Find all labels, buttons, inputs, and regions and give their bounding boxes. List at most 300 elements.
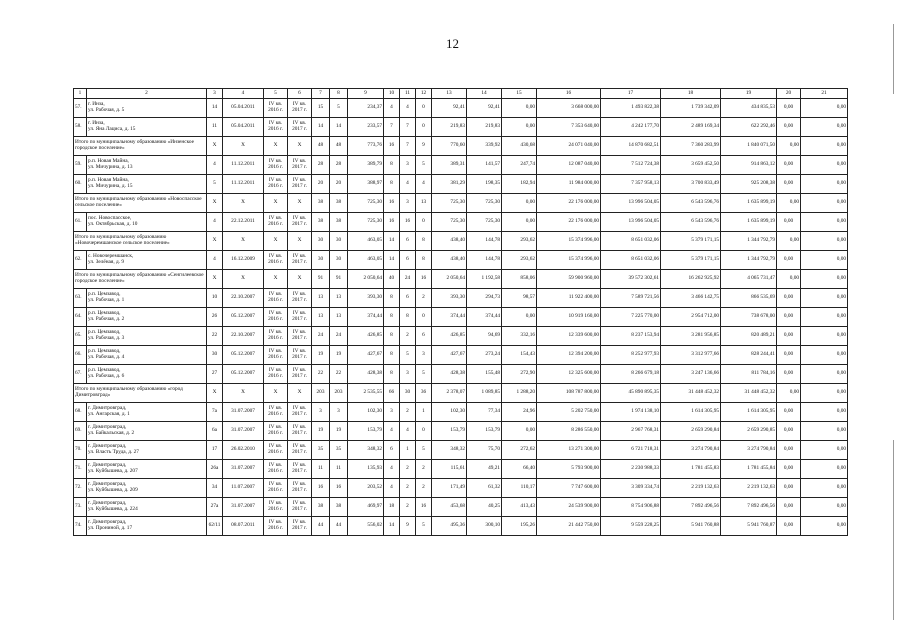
subtotal-label-cell: Итого по муниципальному образованию «Инзенское городское поселение» — [74, 137, 207, 156]
table-cell: 495,36 — [432, 517, 467, 536]
table-cell: 1 493 822,38 — [601, 99, 661, 118]
table-cell: 48 — [330, 137, 348, 156]
table-cell: 0,00 — [777, 232, 801, 251]
table-cell: 7 892 496,56 — [721, 498, 777, 517]
table-cell: 63. — [74, 289, 87, 308]
table-row — [74, 289, 848, 308]
column-number-cell: 7 — [312, 89, 330, 99]
table-cell: 0,00 — [502, 213, 537, 232]
table-cell: 0,00 — [777, 251, 801, 270]
table-cell: 108 787 800,00 — [537, 384, 601, 403]
column-number-cell: 21 — [801, 89, 848, 99]
table-cell: 30 — [330, 232, 348, 251]
table-cell: X — [288, 232, 312, 251]
address-cell: пос. Новоспасское, ул. Октябрьская, д. 10 — [87, 213, 207, 232]
table-cell: 22 — [312, 365, 330, 384]
table-cell: 6 — [400, 289, 416, 308]
table-cell: 1 089,85 — [467, 384, 502, 403]
column-number-cell: 19 — [721, 89, 777, 99]
table-cell: 427,67 — [432, 346, 467, 365]
table-cell: 26а — [207, 460, 223, 479]
table-cell: 38 — [330, 194, 348, 213]
subtotal-label-cell: Итого по муниципальному образованию «Сенгилеевское городское поселение» — [74, 270, 207, 289]
table-cell: 19 — [312, 422, 330, 441]
table-cell: 24 539 900,00 — [537, 498, 601, 517]
table-cell: 3 274 790,84 — [721, 441, 777, 460]
column-number-cell: 2 — [87, 89, 207, 99]
table-cell: 92,41 — [467, 99, 502, 118]
table-cell: 0,00 — [801, 213, 848, 232]
address-cell: р.п. Новая Майна, ул. Мичурина, д. 13 — [87, 156, 207, 175]
table-cell: 2 489 169,34 — [661, 118, 721, 137]
table-cell: 0,00 — [801, 118, 848, 137]
table-cell: X — [264, 270, 288, 289]
table-cell: 34 — [207, 479, 223, 498]
table-cell: IV кв. 2016 г. — [264, 498, 288, 517]
table-row — [74, 422, 848, 441]
table-cell: 8 — [384, 327, 400, 346]
table-cell: 2 — [400, 460, 416, 479]
table-cell: 8 286 550,00 — [537, 422, 601, 441]
table-cell: 219,83 — [432, 118, 467, 137]
table-cell: IV кв. 2017 г. — [288, 346, 312, 365]
table-cell: 0,00 — [777, 327, 801, 346]
table-cell: 2 — [416, 460, 432, 479]
table-cell: 7 — [400, 118, 416, 137]
table-cell: 22 176 000,00 — [537, 213, 601, 232]
table-cell: 0,00 — [801, 327, 848, 346]
table-cell: 14 — [384, 232, 400, 251]
address-cell: г. Димитровград, ул. Куйбышева, д. 224 — [87, 498, 207, 517]
table-cell: 8 — [416, 251, 432, 270]
table-cell: X — [264, 232, 288, 251]
table-cell: 1 739 342,09 — [661, 99, 721, 118]
table-cell: 38 — [330, 498, 348, 517]
address-cell: р.п. Новая Майна, ул. Мичурина, д. 15 — [87, 175, 207, 194]
table-cell: 45 890 895,35 — [601, 384, 661, 403]
table-cell: 110,17 — [502, 479, 537, 498]
table-cell: 40,25 — [467, 498, 502, 517]
table-cell: 22.12.2011 — [223, 213, 264, 232]
table-cell: IV кв. 2017 г. — [288, 517, 312, 536]
table-cell: 725,30 — [467, 213, 502, 232]
table-row — [74, 441, 848, 460]
table-cell: 135,93 — [348, 460, 384, 479]
table-cell: 102,30 — [348, 403, 384, 422]
table-cell: 3 281 956,85 — [661, 327, 721, 346]
table-cell: 0 — [416, 118, 432, 137]
table-cell: IV кв. 2016 г. — [264, 403, 288, 422]
table-cell: 3 700 833,49 — [661, 175, 721, 194]
table-cell: 144,78 — [467, 232, 502, 251]
table-cell: 27 — [207, 365, 223, 384]
table-cell: 374,44 — [432, 308, 467, 327]
table-row — [74, 346, 848, 365]
table-cell: 3 — [312, 403, 330, 422]
table-cell: 19 — [312, 346, 330, 365]
subtotal-label-cell: Итого по муниципальному образованию «Новочеремшанское сельское поселение» — [74, 232, 207, 251]
table-cell: 6 543 596,76 — [661, 194, 721, 213]
table-cell: 26 — [207, 308, 223, 327]
table-cell: 05.12.2007 — [223, 308, 264, 327]
table-cell: 4 065 731,47 — [721, 270, 777, 289]
table-cell: 393,30 — [348, 289, 384, 308]
table-cell: 348,32 — [348, 441, 384, 460]
table-cell: 74. — [74, 517, 87, 536]
table-cell: 91 — [330, 270, 348, 289]
table-cell: 0,00 — [801, 289, 848, 308]
table-cell: 339,92 — [467, 137, 502, 156]
table-cell: 5 793 900,00 — [537, 460, 601, 479]
table-cell: IV кв. 2017 г. — [288, 422, 312, 441]
table-cell: 4 — [207, 251, 223, 270]
table-cell: 36 — [416, 384, 432, 403]
table-cell: 0,00 — [801, 384, 848, 403]
table-cell: 5 — [330, 99, 348, 118]
table-cell: 272,62 — [502, 441, 537, 460]
table-cell: X — [207, 137, 223, 156]
table-cell: 20 — [330, 175, 348, 194]
table-cell: 3 — [384, 403, 400, 422]
table-cell: 92,41 — [432, 99, 467, 118]
table-row — [74, 498, 848, 517]
table-cell: 6 543 596,76 — [661, 213, 721, 232]
table-cell: 3 — [400, 194, 416, 213]
table-cell: 332,16 — [502, 327, 537, 346]
table-cell: 44 — [312, 517, 330, 536]
table-cell: 6 — [400, 232, 416, 251]
table-cell: 0,00 — [777, 99, 801, 118]
table-cell: 0,00 — [777, 403, 801, 422]
table-cell: IV кв. 2017 г. — [288, 498, 312, 517]
address-cell: г. Димитровград, ул. Власть Труда, д. 27 — [87, 441, 207, 460]
table-cell: 2 — [400, 479, 416, 498]
column-number-cell: 5 — [264, 89, 288, 99]
table-cell: 2 050,64 — [348, 270, 384, 289]
table-cell: 3 466 142,75 — [661, 289, 721, 308]
table-cell: 0,00 — [777, 156, 801, 175]
table-cell: 5 — [207, 175, 223, 194]
table-cell: 0,00 — [777, 213, 801, 232]
table-cell: 4 — [384, 460, 400, 479]
table-cell: X — [207, 270, 223, 289]
subtotal-row — [74, 137, 848, 156]
table-cell: 770,60 — [432, 137, 467, 156]
table-cell: 0 — [416, 308, 432, 327]
table-cell: 434 835,53 — [721, 99, 777, 118]
table-row — [74, 175, 848, 194]
table-cell: 7 — [384, 118, 400, 137]
table-cell: 0,00 — [801, 346, 848, 365]
table-cell: 49,21 — [467, 460, 502, 479]
table-cell: 17 — [207, 441, 223, 460]
table-cell: X — [207, 384, 223, 403]
table-cell: 5 941 760,87 — [721, 517, 777, 536]
table-cell: IV кв. 2017 г. — [288, 403, 312, 422]
table-cell: 426,85 — [348, 327, 384, 346]
table-cell: 2 219 132,63 — [661, 479, 721, 498]
table-cell: 35 — [330, 441, 348, 460]
table-cell: 8 — [384, 365, 400, 384]
table-cell: 26.02.2010 — [223, 441, 264, 460]
table-cell: IV кв. 2017 г. — [288, 251, 312, 270]
housing-program-table — [73, 88, 848, 536]
table-cell: 6а — [207, 422, 223, 441]
table-cell: 61. — [74, 213, 87, 232]
table-cell: IV кв. 2016 г. — [264, 460, 288, 479]
subtotal-row — [74, 232, 848, 251]
table-cell: 0,00 — [801, 479, 848, 498]
table-cell: 59. — [74, 156, 87, 175]
table-cell: 38 — [312, 498, 330, 517]
table-cell: 30 — [400, 384, 416, 403]
table-cell: 3 309 334,74 — [601, 479, 661, 498]
table-cell: IV кв. 2016 г. — [264, 175, 288, 194]
table-cell: 1 974 138,10 — [601, 403, 661, 422]
table-cell: 9 — [416, 137, 432, 156]
housing-program-table-container — [73, 88, 847, 536]
table-cell: IV кв. 2017 г. — [288, 441, 312, 460]
table-cell: 57. — [74, 99, 87, 118]
table-cell: 1 192,58 — [467, 270, 502, 289]
table-cell: 725,30 — [348, 194, 384, 213]
table-cell: 725,30 — [467, 194, 502, 213]
table-cell: X — [223, 194, 264, 213]
table-cell: 925 208,38 — [721, 175, 777, 194]
table-cell: 2 230 988,33 — [601, 460, 661, 479]
table-cell: 1 614 305,95 — [661, 403, 721, 422]
table-row — [74, 517, 848, 536]
table-cell: 0 — [416, 99, 432, 118]
table-cell: X — [264, 194, 288, 213]
table-cell: 24,96 — [502, 403, 537, 422]
table-cell: 3 — [400, 156, 416, 175]
table-cell: 77,34 — [467, 403, 502, 422]
table-cell: IV кв. 2016 г. — [264, 251, 288, 270]
table-cell: 427,67 — [348, 346, 384, 365]
table-cell: 3 668 000,00 — [537, 99, 601, 118]
table-cell: IV кв. 2016 г. — [264, 308, 288, 327]
table-cell: 438,40 — [432, 232, 467, 251]
table-cell: 27а — [207, 498, 223, 517]
table-cell: 3 312 977,66 — [661, 346, 721, 365]
table-cell: 8 — [384, 308, 400, 327]
table-cell: 4 — [400, 99, 416, 118]
table-cell: 428,38 — [432, 365, 467, 384]
table-cell: 154,43 — [502, 346, 537, 365]
scan-edge-mark — [893, 24, 894, 94]
table-cell: 15 — [312, 99, 330, 118]
table-cell: 2 — [416, 479, 432, 498]
table-cell: 72. — [74, 479, 87, 498]
table-cell: 7 589 721,56 — [601, 289, 661, 308]
table-cell: 40 — [384, 270, 400, 289]
table-cell: 6 — [384, 441, 400, 460]
address-cell: г. Инза, ул. Рабочая, д. 5 — [87, 99, 207, 118]
table-cell: 182,94 — [502, 175, 537, 194]
table-cell: 2 050,64 — [432, 270, 467, 289]
table-cell: 11 — [207, 118, 223, 137]
table-cell: 4 — [400, 175, 416, 194]
table-cell: 8 — [400, 308, 416, 327]
table-cell: 2 535,55 — [348, 384, 384, 403]
table-cell: 12 087 040,00 — [537, 156, 601, 175]
address-cell: р.п. Цемзавод, ул. Рабочая, д. 3 — [87, 327, 207, 346]
table-cell: 11.07.2007 — [223, 479, 264, 498]
table-cell: 0,00 — [777, 498, 801, 517]
table-cell: 10 — [207, 289, 223, 308]
table-cell: 2 — [400, 327, 416, 346]
table-cell: IV кв. 2016 г. — [264, 346, 288, 365]
table-cell: 0,00 — [801, 99, 848, 118]
table-cell: 11 922 400,00 — [537, 289, 601, 308]
table-cell: 10 919 160,00 — [537, 308, 601, 327]
table-row — [74, 251, 848, 270]
table-cell: 14 — [384, 517, 400, 536]
table-row — [74, 403, 848, 422]
table-cell: 19 — [330, 422, 348, 441]
table-cell: 73. — [74, 498, 87, 517]
table-cell: 0,00 — [801, 137, 848, 156]
table-cell: 75,70 — [467, 441, 502, 460]
table-cell: 7а — [207, 403, 223, 422]
table-cell: 16 — [384, 137, 400, 156]
table-cell: 3 659 452,50 — [661, 156, 721, 175]
address-cell: г. Инза, ул. Яна Лациса, д. 15 — [87, 118, 207, 137]
table-cell: 8 252 977,93 — [601, 346, 661, 365]
table-cell: 05.04.2011 — [223, 99, 264, 118]
table-cell: 11.12.2011 — [223, 175, 264, 194]
table-cell: 14 — [330, 118, 348, 137]
table-cell: 5 — [416, 156, 432, 175]
table-cell: 13 271 300,00 — [537, 441, 601, 460]
table-cell: 66,40 — [502, 460, 537, 479]
address-cell: г. Димитровград, ул. Прониной, д. 17 — [87, 517, 207, 536]
table-cell: 31.07.2007 — [223, 498, 264, 517]
table-cell: 05.12.2007 — [223, 346, 264, 365]
column-number-cell: 11 — [400, 89, 416, 99]
table-cell: 13 — [312, 289, 330, 308]
table-cell: 463,05 — [348, 251, 384, 270]
table-cell: X — [288, 137, 312, 156]
table-cell: 0,00 — [801, 422, 848, 441]
table-cell: 773,76 — [348, 137, 384, 156]
table-cell: 0,00 — [801, 517, 848, 536]
table-cell: 22 — [330, 365, 348, 384]
table-cell: 293,62 — [502, 232, 537, 251]
table-cell: 153,79 — [432, 422, 467, 441]
table-cell: 62. — [74, 251, 87, 270]
table-cell: X — [288, 270, 312, 289]
table-cell: 19 — [330, 346, 348, 365]
table-cell: 14 870 682,51 — [601, 137, 661, 156]
table-cell: 20 — [312, 175, 330, 194]
subtotal-row — [74, 194, 848, 213]
table-cell: 348,32 — [432, 441, 467, 460]
table-cell: 0,00 — [777, 194, 801, 213]
table-cell: 0,00 — [502, 422, 537, 441]
table-cell: 30 — [330, 251, 348, 270]
table-cell: 28 — [330, 156, 348, 175]
table-cell: 8 — [384, 156, 400, 175]
table-cell: IV кв. 2017 г. — [288, 175, 312, 194]
table-cell: 4 — [384, 99, 400, 118]
table-cell: 16.12.2009 — [223, 251, 264, 270]
table-cell: 8 651 032,06 — [601, 232, 661, 251]
table-cell: 05.12.2007 — [223, 365, 264, 384]
table-cell: 13 996 504,05 — [601, 194, 661, 213]
table-cell: 68. — [74, 403, 87, 422]
table-cell: 31.07.2007 — [223, 422, 264, 441]
table-cell: 272,90 — [502, 365, 537, 384]
table-cell: 866 535,69 — [721, 289, 777, 308]
table-cell: 1 — [400, 441, 416, 460]
table-cell: 153,79 — [467, 422, 502, 441]
table-cell: 0,00 — [801, 251, 848, 270]
table-cell: 16 — [416, 498, 432, 517]
table-cell: 8 266 679,18 — [601, 365, 661, 384]
table-cell: IV кв. 2016 г. — [264, 156, 288, 175]
table-cell: 5 — [416, 441, 432, 460]
column-number-cell: 3 — [207, 89, 223, 99]
table-body — [74, 89, 848, 536]
table-cell: 38 — [312, 213, 330, 232]
table-cell: 1 288,20 — [502, 384, 537, 403]
table-cell: 4 — [207, 213, 223, 232]
table-cell: IV кв. 2017 г. — [288, 118, 312, 137]
address-cell: с. Новочеремшанск, ул. Зелёная, д. 9 — [87, 251, 207, 270]
table-cell: 98,57 — [502, 289, 537, 308]
table-cell: 6 — [400, 251, 416, 270]
table-cell: 5 — [416, 517, 432, 536]
table-cell: 0,00 — [801, 460, 848, 479]
table-cell: 0,00 — [502, 194, 537, 213]
table-cell: 2 — [400, 403, 416, 422]
table-cell: 16 — [384, 194, 400, 213]
table-cell: 811 784,16 — [721, 365, 777, 384]
table-cell: IV кв. 2016 г. — [264, 289, 288, 308]
table-cell: 31 448 452,32 — [721, 384, 777, 403]
table-cell: 0 — [416, 213, 432, 232]
column-number-cell: 16 — [537, 89, 601, 99]
column-number-cell: 9 — [348, 89, 384, 99]
table-cell: IV кв. 2017 г. — [288, 365, 312, 384]
table-cell: 0,00 — [777, 308, 801, 327]
table-cell: 0,00 — [801, 232, 848, 251]
table-cell: 4 — [384, 422, 400, 441]
table-cell: 828 244,41 — [721, 346, 777, 365]
table-cell: 91 — [312, 270, 330, 289]
address-cell: г. Димитровград, ул. Байкальская, д. 2 — [87, 422, 207, 441]
table-cell: 0,00 — [777, 365, 801, 384]
table-cell: 14 — [207, 99, 223, 118]
table-cell: 374,44 — [348, 308, 384, 327]
table-cell: IV кв. 2017 г. — [288, 327, 312, 346]
table-cell: 9 559 228,25 — [601, 517, 661, 536]
table-cell: 7 512 724,38 — [601, 156, 661, 175]
table-cell: 11.12.2011 — [223, 156, 264, 175]
table-cell: 3 — [330, 403, 348, 422]
scan-edge-mark — [893, 440, 894, 620]
table-cell: 738 678,00 — [721, 308, 777, 327]
table-cell: 0,00 — [801, 270, 848, 289]
table-cell: 38 — [330, 213, 348, 232]
table-cell: 195,26 — [502, 517, 537, 536]
table-cell: 0,00 — [801, 365, 848, 384]
table-cell: 7 892 496,56 — [661, 498, 721, 517]
table-cell: 22.10.2007 — [223, 289, 264, 308]
table-cell: 1 344 792,79 — [721, 232, 777, 251]
